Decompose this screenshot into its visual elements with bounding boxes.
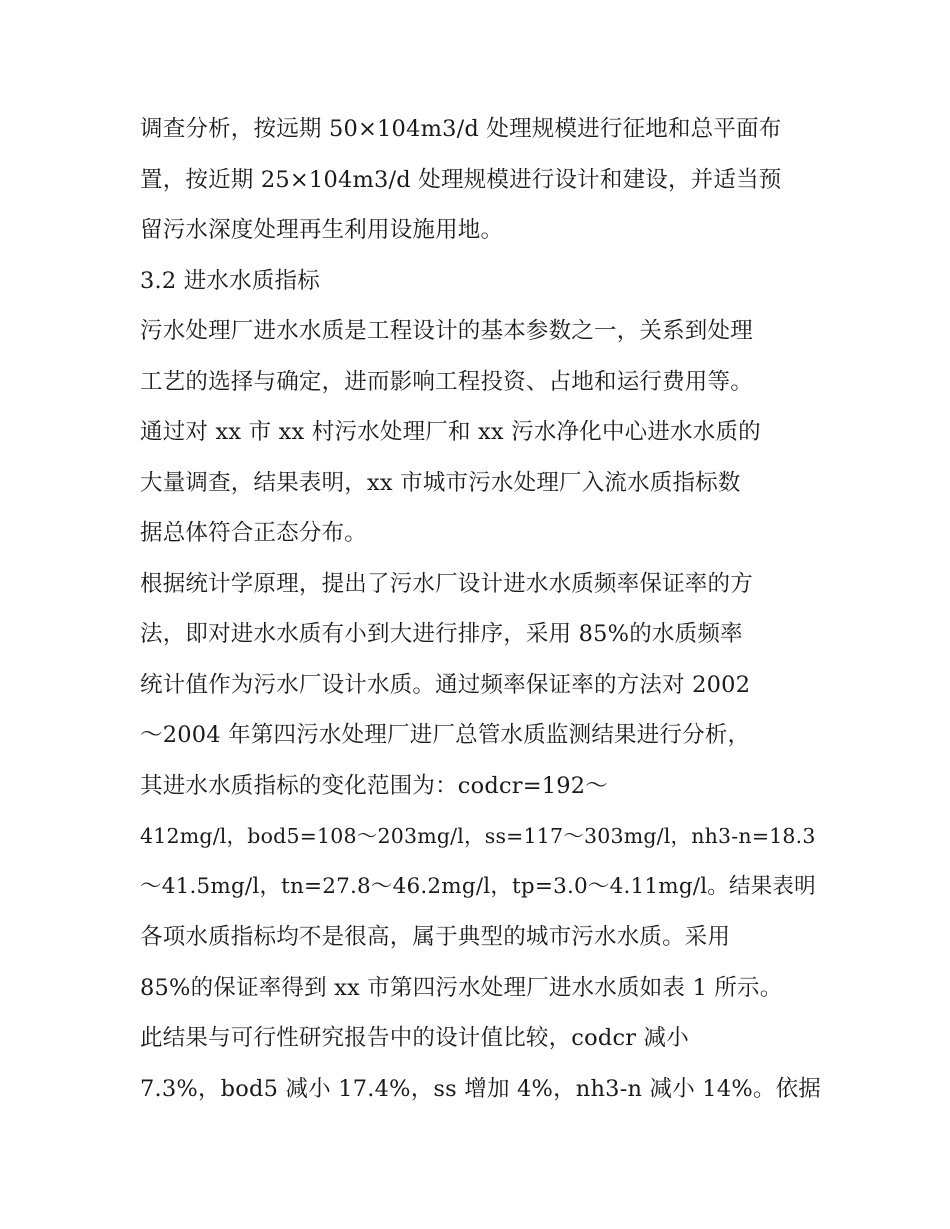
text-line: 置，按近期 25×104m3/d 处理规模进行设计和建设，并适当预 (140, 166, 782, 193)
text-line: 412mg/l，bod5=108～203mg/l，ss=117～303mg/l，nh3-n=18.3 (140, 824, 816, 848)
text-line: 大量调查，结果表明，xx 市城市污水处理厂入流水质指标数 (140, 469, 741, 496)
text-line: 统计值作为污水厂设计水质。通过频率保证率的方法对 2002 (140, 671, 751, 698)
text-line: 污水处理厂进水水质是工程设计的基本参数之一，关系到处理 (140, 318, 753, 344)
text-line: ～2004 年第四污水处理厂进厂总管水质监测结果进行分析， (140, 722, 751, 748)
body-text (140, 104, 820, 1114)
section-heading: 3.2 进水水质指标 (140, 267, 320, 294)
text-line: 法，即对进水水质有小到大进行排序，采用 85%的水质频率 (140, 621, 743, 647)
text-line: 7.3%，bod5 减小 17.4%，ss 增加 4%，nh3-n 减小 14%。依据 (140, 1075, 822, 1102)
text-line: 各项水质指标均不是很高，属于典型的城市污水水质。采用 (140, 924, 731, 950)
text-line: 根据统计学原理，提出了污水厂设计进水水质频率保证率的方 (140, 570, 753, 597)
text-line: 其进水水质指标的变化范围为：codcr=192～ (140, 772, 609, 799)
text-line: 工艺的选择与确定，进而影响工程投资、占地和运行费用等。 (140, 368, 753, 395)
text-line: 此结果与可行性研究报告中的设计值比较，codcr 减小 (140, 1025, 689, 1051)
text-line: ～41.5mg/l，tn=27.8～46.2mg/l，tp=3.0～4.11mg/l。结果表明 (140, 873, 816, 899)
text-line: 留污水深度处理再生利用设施用地。 (140, 217, 504, 243)
text-line: 据总体符合正态分布。 (140, 520, 368, 546)
text-line: 85%的保证率得到 xx 市第四污水处理厂进水水质如表 1 所示。 (140, 974, 783, 1001)
text-line: 通过对 xx 市 xx 村污水处理厂和 xx 污水净化中心进水水质的 (140, 419, 761, 445)
text-line: 调查分析，按远期 50×104m3/d 处理规模进行征地和总平面布 (140, 116, 782, 142)
